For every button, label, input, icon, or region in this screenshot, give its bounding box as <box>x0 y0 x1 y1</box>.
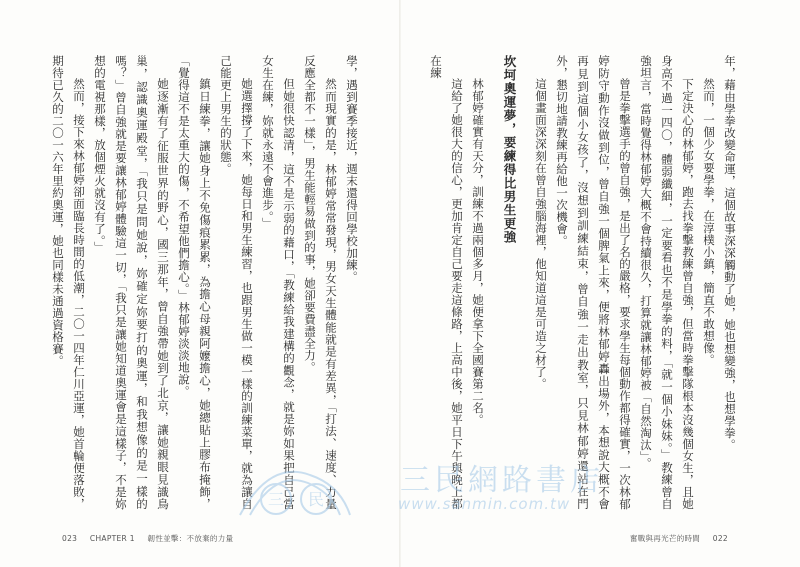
sanmin-logo-icon <box>230 455 360 521</box>
section-heading: 坎坷奧運夢，要練得比男生更強 <box>502 55 517 244</box>
paragraph: 但她很快認清，這不是示弱的藉口，「教練給我建構的觀念，就是妳如果把自己當女生在練，妳就永遠不會進步。」 <box>261 55 296 510</box>
paragraph: 然而，一個少女要學拳，在淳樸小鎮，簡直不敢想像。 <box>702 78 716 366</box>
logo-char-1: 三 <box>267 490 285 509</box>
chapter-title: 韌性並擊：不放棄的力量 <box>147 534 234 543</box>
paragraph: 她逐漸有了征服世界的野心，國三那年，曾自強帶她到了北京，讓她親眼見識鳥巢，認識奧運殿堂，「我只是問她說，妳確定妳要打的奧運，和我想像的是一樣的嗎？」曾自強就是要讓林郁婷體驗這一切，「我只是讓她知道奧運會是這樣子，不是妳想的電視那樣，放個煙火就沒有了。」 <box>93 55 170 510</box>
paragraph: 鎮日練拳，讓她身上不免傷痕累累，為擔心母親阿嬤擔心，她總貼上膠布掩飾，「覺得這不是太重大的傷，不希望他們擔心。」林郁婷淡淡地說。 <box>177 55 212 510</box>
right-page-footer <box>630 533 738 544</box>
left-page <box>51 55 362 510</box>
left-page-footer <box>62 533 243 544</box>
chapter-label: CHAPTER 1 <box>89 534 135 543</box>
paragraph: 年，藉由學拳改變命運，這個故事深深觸動了她，她也想變強，也想學拳。 <box>723 55 737 451</box>
paragraph: 下定決心的林郁婷，跑去找拳擊教練曾自強，但當時拳擊隊根本沒幾個女生，且她身高不過一四〇，體弱纖細，一定要看也不是學拳的料，「就一個小妹妹。」教練曾自強坦言，當時覺得林郁婷大概不會持續很久，打算就讓林郁婷被「自然淘汰」。 <box>639 55 695 510</box>
paragraph: 林郁婷確實有天分，訓練不過兩個多月，她便拿下全國賽第二名。 <box>471 78 485 426</box>
watermark-title: 三民網路書店 <box>400 463 604 498</box>
paragraph: 這個畫面深深刻在曾自強腦海裡，他知道這是可造之材了。 <box>534 78 548 390</box>
right-page-number: 022 <box>712 534 728 543</box>
watermark-url: www.sanmin.com.tw <box>398 495 571 513</box>
left-page-number: 023 <box>62 534 78 543</box>
right-page <box>429 55 740 510</box>
left-page-body-text <box>47 55 362 510</box>
paragraph: 然而現實的是，林郁婷常常發現，男女天生體能就是有差異，「打法、速度、力量反應全都不一樣」，男生能輕易做到的事，她卻要費盡全力。 <box>303 55 338 510</box>
paragraph: 學，遇到賽季接近，週末還得回學校加練。 <box>345 55 359 283</box>
right-page-body-text <box>425 55 740 510</box>
running-title: 奮戰與再光芒的時間 <box>629 534 701 543</box>
paragraph: 這給了她很大的信心，更加肯定自己要走這條路，上高中後，她平日下午與晚上都在練 <box>429 55 464 510</box>
logo-char-2: 民 <box>307 490 325 509</box>
paragraph: 曾是拳擊選手的曾自強，是出了名的嚴格，要求學生每個動作都得確實，一次林郁婷防守動作沒做到位，曾自強一個脾氣上來，便將林郁婷轟出場外，本想說大概不會再見到這個小女孩了，沒想到訓練結束，曾自強一走出教室，只見林郁婷還站在門外，懇切地請教練再給他一次機會。 <box>555 55 632 510</box>
paragraph: 她選擇撐了下來，她每日和男生練習，也跟男生做一模一樣的訓練菜單，就為讓自己能更上男生的狀態。 <box>219 55 254 510</box>
sanmin-watermark <box>230 455 604 525</box>
paragraph: 然而，接下來林郁婷卻面臨長時間的低潮，二〇一四年仁川亞運，她首輪便落敗，期待已久的二〇一六年里約奧運，她也同樣未通過資格賽。 <box>51 55 86 510</box>
